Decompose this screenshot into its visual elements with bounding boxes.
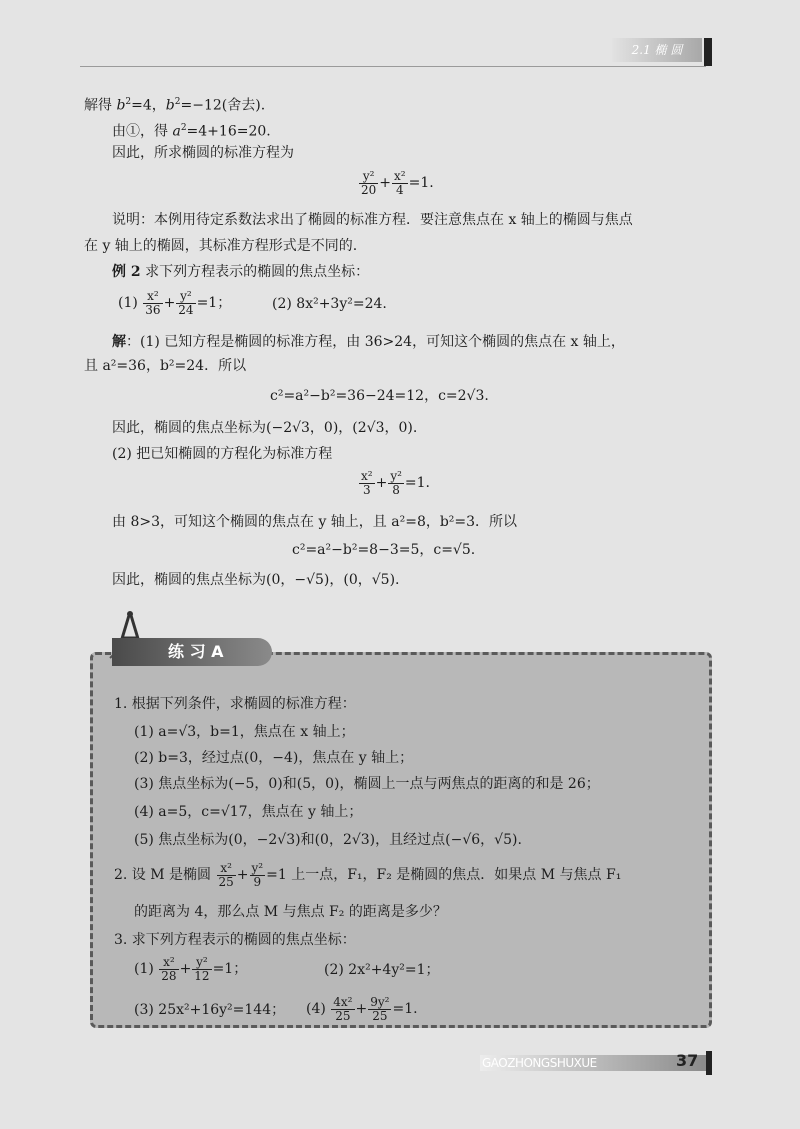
rhs: =1. — [392, 1001, 418, 1017]
question-2-cont: 的距离为 4，那么点 M 与焦点 F₂ 的距离是多少？ — [134, 904, 447, 920]
plus: + — [355, 1001, 368, 1017]
denominator: 24 — [178, 302, 194, 317]
example-2-part-1 — [118, 288, 231, 318]
solution-line-1 — [112, 332, 625, 352]
fraction — [176, 290, 195, 317]
rhs: =1； — [196, 295, 232, 311]
header-bar — [704, 38, 712, 66]
equation-2 — [358, 468, 430, 498]
label: (1) — [118, 295, 143, 311]
sup: 2 — [180, 123, 187, 133]
text: 由①，得 — [112, 123, 173, 140]
example-2-part-2: (2) 8x²+3y²=24. — [272, 296, 387, 312]
text: =4， — [131, 97, 166, 114]
numerator: x² — [394, 168, 406, 183]
question-3: 3. 求下列方程表示的椭圆的焦点坐标： — [114, 932, 356, 948]
denominator: 3 — [362, 482, 371, 497]
sup: 2 — [125, 97, 132, 107]
question-1-part-4: (4) a=5，c=√17，焦点在 y 轴上； — [134, 804, 363, 820]
text: 求下列方程表示的椭圆的焦点坐标： — [140, 264, 370, 280]
footer-bar — [706, 1051, 712, 1075]
numerator: x² — [159, 956, 178, 970]
denominator: 8 — [392, 482, 400, 497]
question-1-part-1: (1) a=√3，b=1，焦点在 x 轴上； — [134, 724, 355, 740]
denominator: 25 — [218, 874, 234, 889]
rhs: =1. — [408, 175, 434, 191]
solution-line-8: 因此，椭圆的焦点坐标为(0，−√5)，(0，√5). — [112, 572, 400, 588]
rhs: =1； — [212, 961, 248, 977]
solution-line-3: c²=a²−b²=36−24=12，c=2√3. — [270, 388, 489, 404]
denominator: 9 — [253, 874, 262, 889]
fraction — [359, 470, 375, 497]
question-3-part-2: (2) 2x²+4y²=1； — [324, 962, 440, 978]
numerator: x² — [217, 862, 236, 876]
solution-label: 解 — [112, 334, 126, 350]
fraction — [392, 170, 408, 197]
denominator: 25 — [335, 1008, 351, 1023]
numerator: y² — [359, 170, 378, 184]
solution-line-4: 因此，椭圆的焦点坐标为(−2√3，0)，(2√3，0). — [112, 420, 418, 436]
text: ：(1) 已知方程是椭圆的标准方程，由 36>24，可知这个椭圆的焦点在 x 轴上， — [126, 334, 625, 350]
section-tab: 2.1 椭 圆 — [612, 38, 702, 62]
question-3-part-3: (3) 25x²+16y²=144； — [134, 1002, 286, 1018]
numerator: y² — [176, 290, 195, 304]
plus: + — [379, 175, 392, 191]
plus: + — [375, 475, 388, 491]
solution-line-6: 由 8>3，可知这个椭圆的焦点在 y 轴上，且 a²=8，b²=3．所以 — [112, 514, 518, 530]
line-note-2: 在 y 轴上的椭圆，其标准方程形式是不同的. — [84, 238, 358, 254]
numerator: y² — [390, 468, 402, 483]
var: b — [116, 97, 126, 114]
text: 解得 — [84, 97, 117, 114]
line-a-squared — [112, 118, 271, 142]
footer-brand: GAOZHONGSHUXUE — [482, 1056, 597, 1070]
sup: 2 — [174, 97, 181, 107]
denominator: 25 — [372, 1008, 388, 1023]
numerator: y² — [192, 956, 211, 970]
plus: + — [179, 961, 192, 977]
denominator: 28 — [161, 968, 177, 983]
fraction — [250, 862, 266, 889]
page-number: 37 — [676, 1051, 699, 1070]
solution-line-5: (2) 把已知椭圆的方程化为标准方程 — [112, 446, 333, 462]
denominator: 36 — [145, 302, 161, 317]
question-2 — [114, 860, 621, 890]
fraction — [331, 996, 354, 1023]
text: =4+16=20. — [186, 123, 271, 140]
plus: + — [163, 295, 176, 311]
numerator: 4x² — [333, 994, 353, 1009]
denominator: 20 — [361, 182, 377, 197]
question-1: 1. 根据下列条件，求椭圆的标准方程： — [114, 696, 356, 712]
question-3-part-4 — [306, 994, 418, 1024]
equation-1 — [358, 168, 434, 198]
text: =1 上一点，F₁，F₂ 是椭圆的焦点．如果点 M 与焦点 F₁ — [266, 867, 622, 883]
label: (1) — [134, 961, 159, 977]
line-therefore: 因此，所求椭圆的标准方程为 — [112, 145, 294, 161]
text: =−12(舍去). — [180, 97, 266, 114]
line-solve-b — [84, 92, 265, 116]
text: 2. 设 M 是椭圆 — [114, 867, 216, 883]
denominator: 12 — [194, 968, 210, 983]
fraction — [143, 290, 162, 317]
numerator: x² — [361, 468, 373, 483]
fraction — [192, 956, 211, 983]
rhs: =1. — [404, 475, 430, 491]
plus: + — [236, 867, 249, 883]
example-label: 例 2 — [112, 264, 141, 280]
var: a — [172, 123, 181, 140]
fraction — [359, 170, 378, 197]
fraction — [388, 470, 404, 497]
exercise-banner: 练 习 A — [112, 638, 272, 666]
question-3-part-1 — [134, 954, 247, 984]
solution-line-2: 且 a²=36，b²=24．所以 — [84, 358, 247, 374]
question-1-part-2: (2) b=3，经过点(0，−4)，焦点在 y 轴上； — [134, 750, 414, 766]
denominator: 4 — [395, 182, 404, 197]
fraction — [217, 862, 236, 889]
header-rule — [80, 66, 706, 67]
numerator: 9y² — [370, 994, 390, 1009]
question-1-part-5: (5) 焦点坐标为(0，−2√3)和(0，2√3)，且经过点(−√6，√5). — [134, 832, 522, 848]
question-1-part-3: (3) 焦点坐标为(−5，0)和(5，0)，椭圆上一点与两焦点的距离的和是 26； — [134, 776, 600, 792]
label: (4) — [306, 1001, 331, 1017]
line-note-1: 说明：本例用待定系数法求出了椭圆的标准方程．要注意焦点在 x 轴上的椭圆与焦点 — [112, 212, 633, 228]
var: b — [165, 97, 175, 114]
solution-line-7: c²=a²−b²=8−3=5，c=√5. — [292, 542, 476, 558]
fraction — [368, 996, 391, 1023]
example-2-heading — [112, 262, 369, 282]
numerator: y² — [251, 860, 264, 875]
numerator: x² — [143, 290, 162, 304]
fraction — [159, 956, 178, 983]
